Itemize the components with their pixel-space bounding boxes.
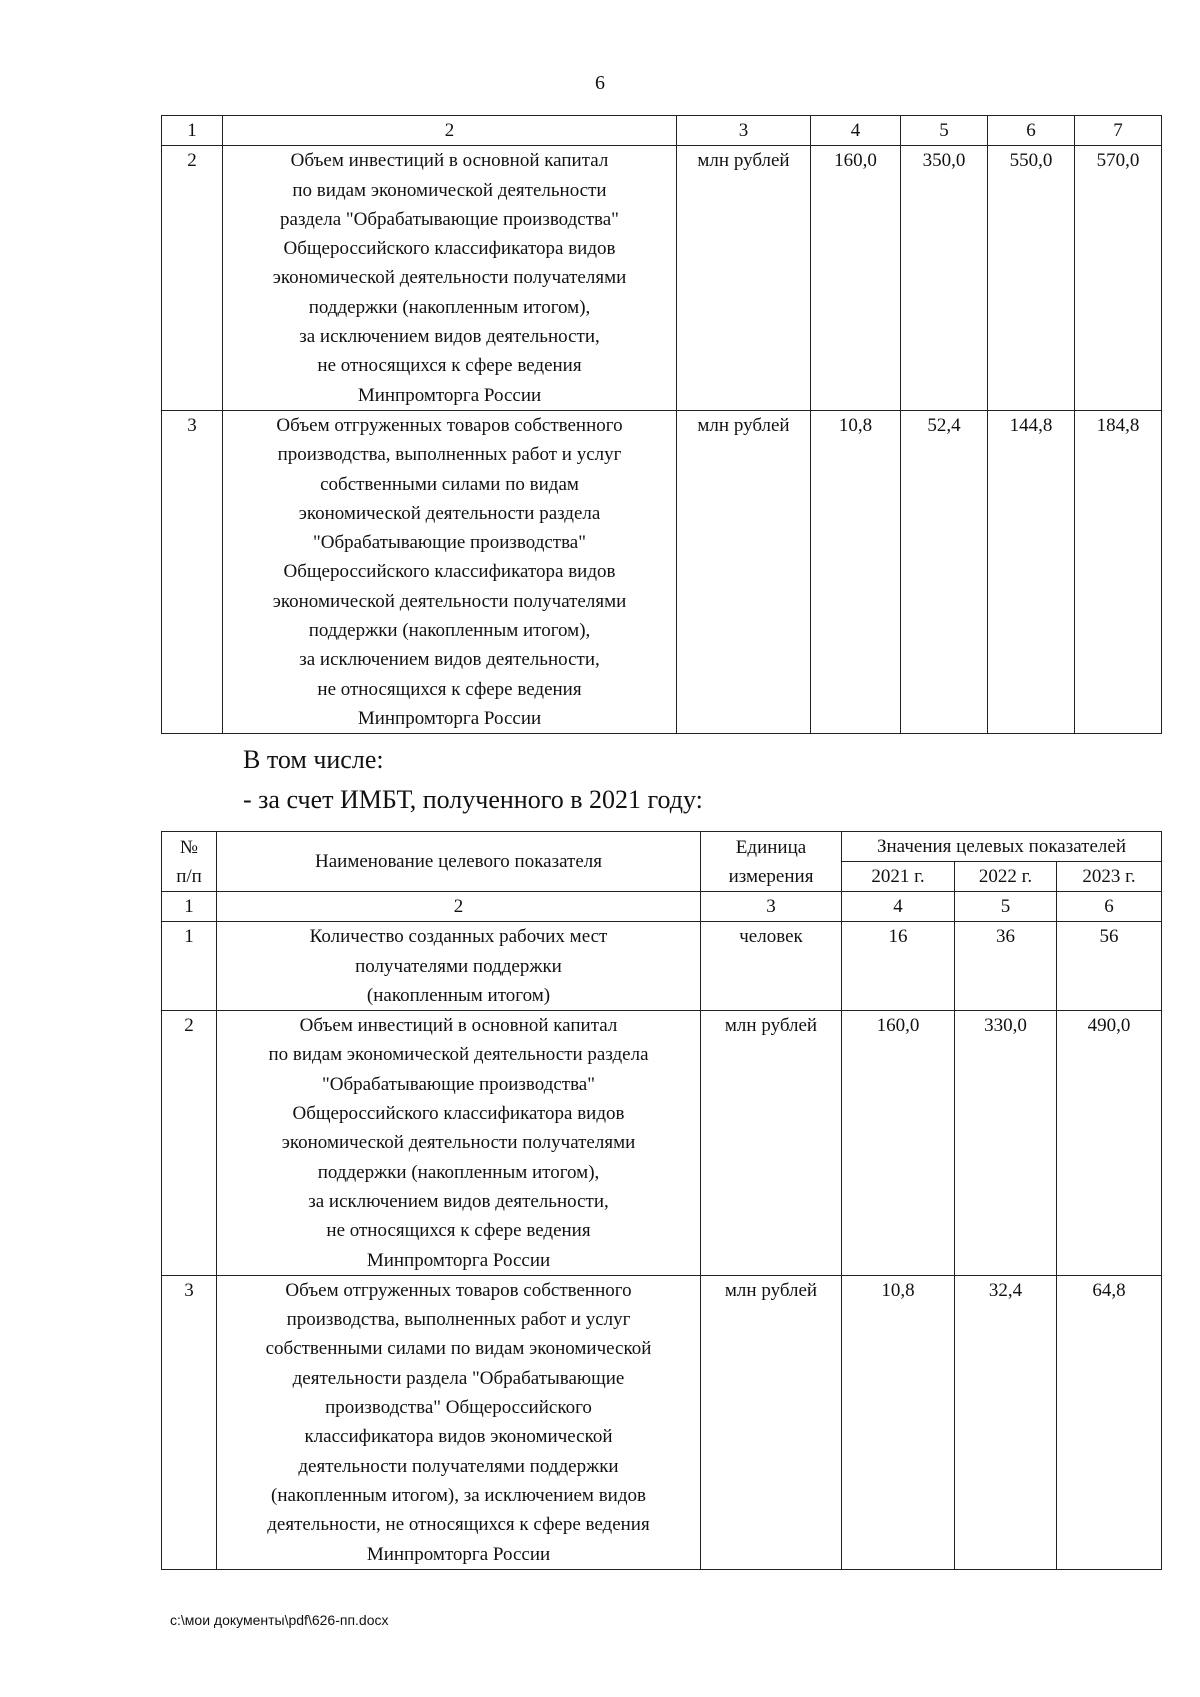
unit: человек — [701, 922, 842, 1011]
indicator-name: Объем отгруженных товаров собственного производства, выполненных работ и услуг собственными силами по видам экономической деятельности раздела "Обрабатывающие производства" Общероссийского классификатора видов экономической деятельности получателями поддержки (накопленным итогом), за исключением видов деятельности, не относящихся к сфере ведения Минпромторга России — [223, 410, 677, 733]
value-cell: 490,0 — [1057, 1011, 1162, 1276]
table-row — [162, 146, 1162, 411]
header-unit: Единица измерения — [701, 832, 842, 892]
row-number: 2 — [162, 146, 223, 411]
column-index: 2 — [223, 116, 677, 146]
column-index: 2 — [217, 892, 701, 922]
value-cell: 160,0 — [842, 1011, 955, 1276]
indicator-name: Объем инвестиций в основной капитал по видам экономической деятельности раздела "Обрабатывающие производства" Общероссийского классификатора видов экономической деятельности получателями поддержки (накопленным итогом), за исключением видов деятельности, не относящихся к сфере ведения Минпромторга России — [223, 146, 677, 411]
header-number: № п/п — [162, 832, 217, 892]
value-cell: 550,0 — [988, 146, 1075, 411]
row-number: 2 — [162, 1011, 217, 1276]
column-index: 7 — [1075, 116, 1162, 146]
row-number: 3 — [162, 410, 223, 733]
unit: млн рублей — [701, 1275, 842, 1569]
indicators-table-total — [161, 115, 1162, 734]
value-cell: 570,0 — [1075, 146, 1162, 411]
row-number: 3 — [162, 1275, 217, 1569]
header-year: 2023 г. — [1057, 862, 1162, 892]
value-cell: 32,4 — [955, 1275, 1057, 1569]
header-year: 2022 г. — [955, 862, 1057, 892]
value-cell: 36 — [955, 922, 1057, 1011]
column-index: 5 — [955, 892, 1057, 922]
value-cell: 160,0 — [811, 146, 901, 411]
intro-line-1: В том числе: — [243, 745, 384, 774]
column-index: 5 — [901, 116, 988, 146]
value-cell: 10,8 — [811, 410, 901, 733]
intro-line-2: - за счет ИМБТ, полученного в 2021 году: — [243, 785, 703, 814]
column-index: 1 — [162, 892, 217, 922]
unit: млн рублей — [677, 146, 811, 411]
column-index: 3 — [677, 116, 811, 146]
page-number: 6 — [595, 72, 605, 94]
table-row — [162, 410, 1162, 733]
unit: млн рублей — [677, 410, 811, 733]
value-cell: 64,8 — [1057, 1275, 1162, 1569]
indicator-name: Объем отгруженных товаров собственного производства, выполненных работ и услуг собственными силами по видам экономической деятельности раздела "Обрабатывающие производства" Общероссийского классификатора видов экономической деятельности получателями поддержки (накопленным итогом), за исключением видов деятельности, не относящихся к сфере ведения Минпромторга России — [217, 1275, 701, 1569]
value-cell: 56 — [1057, 922, 1162, 1011]
value-cell: 350,0 — [901, 146, 988, 411]
header-target-values: Значения целевых показателей — [842, 832, 1162, 862]
column-index: 6 — [1057, 892, 1162, 922]
file-path-footer: c:\мои документы\pdf\626-пп.docx — [170, 1612, 389, 1628]
indicators-table-2021 — [161, 831, 1162, 1570]
row-number: 1 — [162, 922, 217, 1011]
table-index-row — [162, 892, 1162, 922]
table-row — [162, 922, 1162, 1011]
table-row — [162, 1011, 1162, 1276]
table-row — [162, 1275, 1162, 1569]
value-cell: 330,0 — [955, 1011, 1057, 1276]
column-index: 3 — [701, 892, 842, 922]
header-year: 2021 г. — [842, 862, 955, 892]
table-header-row — [162, 832, 1162, 862]
column-index: 4 — [842, 892, 955, 922]
column-index: 6 — [988, 116, 1075, 146]
table-index-row — [162, 116, 1162, 146]
value-cell: 184,8 — [1075, 410, 1162, 733]
column-index: 4 — [811, 116, 901, 146]
value-cell: 52,4 — [901, 410, 988, 733]
column-index: 1 — [162, 116, 223, 146]
header-indicator-name: Наименование целевого показателя — [217, 832, 701, 892]
value-cell: 10,8 — [842, 1275, 955, 1569]
value-cell: 144,8 — [988, 410, 1075, 733]
indicator-name: Объем инвестиций в основной капитал по видам экономической деятельности раздела "Обрабатывающие производства" Общероссийского классификатора видов экономической деятельности получателями поддержки (накопленным итогом), за исключением видов деятельности, не относящихся к сфере ведения Минпромторга России — [217, 1011, 701, 1276]
unit: млн рублей — [701, 1011, 842, 1276]
indicator-name: Количество созданных рабочих мест получателями поддержки (накопленным итогом) — [217, 922, 701, 1011]
value-cell: 16 — [842, 922, 955, 1011]
